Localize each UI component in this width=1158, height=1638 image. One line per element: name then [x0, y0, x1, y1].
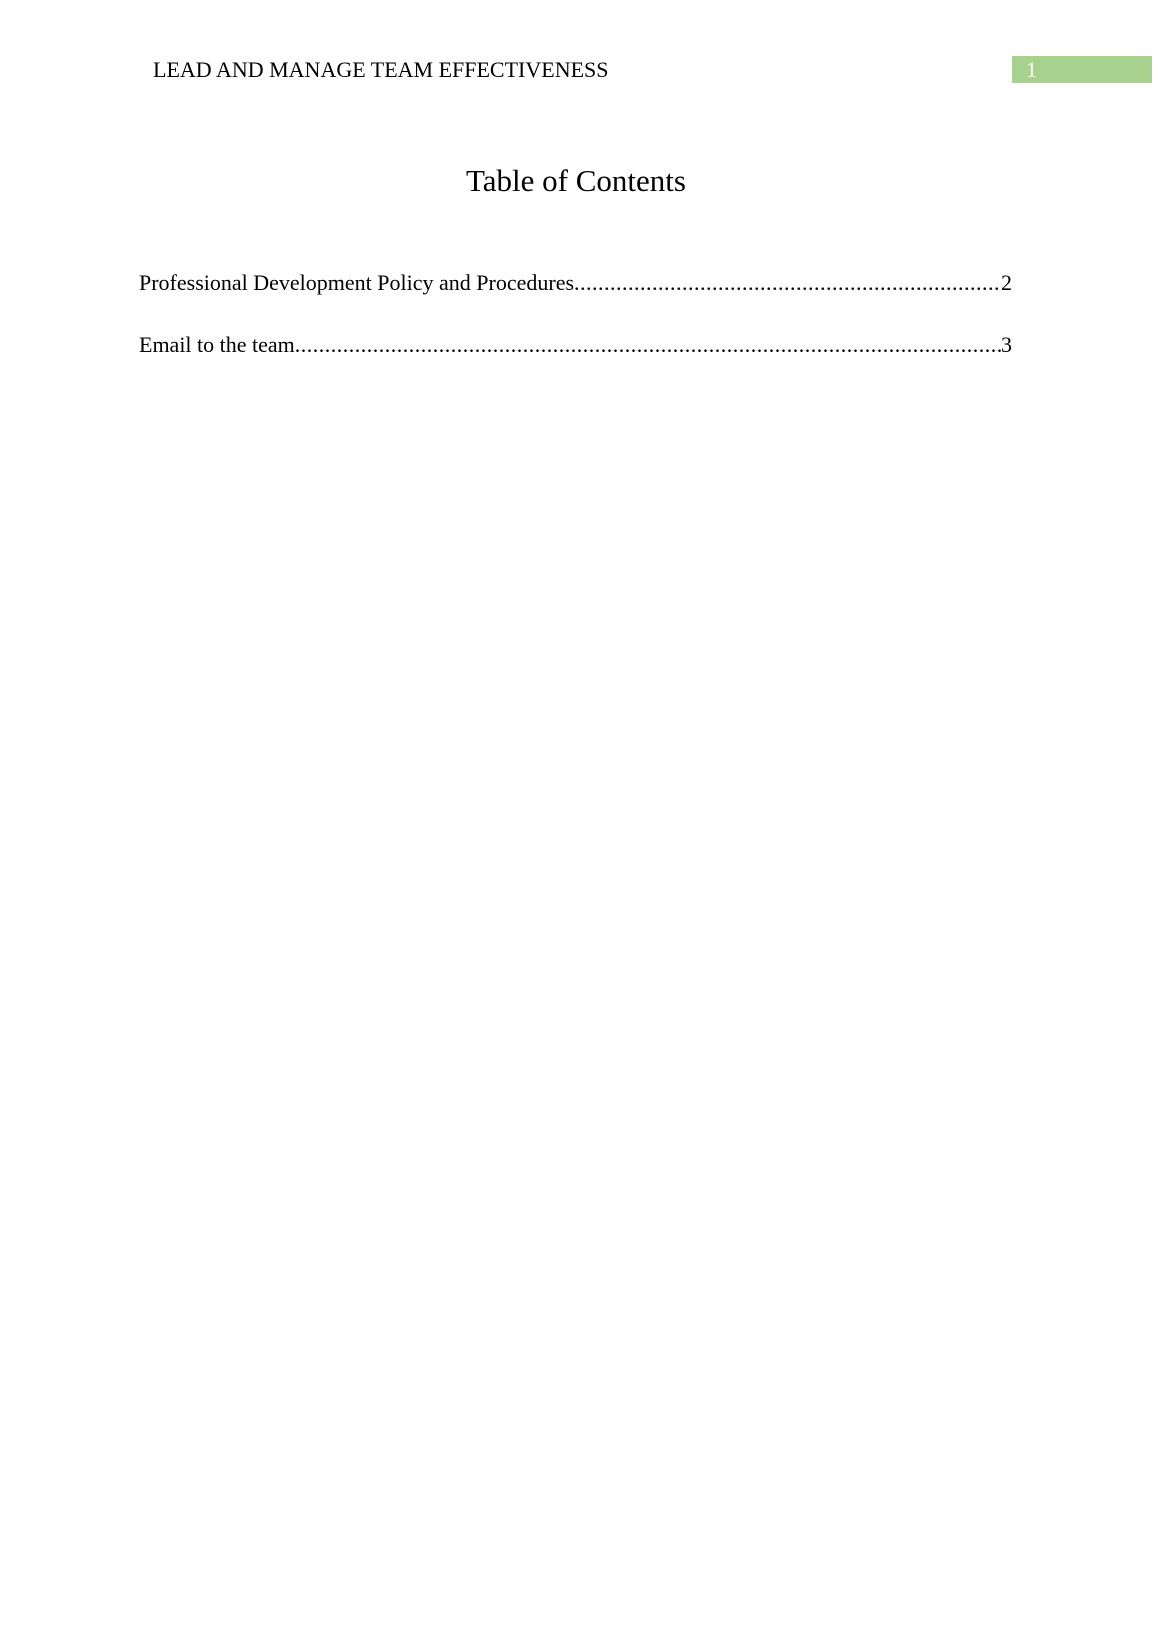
page-number-box — [1012, 56, 1152, 83]
toc-entry-professional-development[interactable] — [139, 268, 1012, 298]
toc-entry-label[interactable]: Email to the team — [139, 332, 295, 357]
toc-entry-email-to-team[interactable] — [139, 330, 1012, 360]
toc-list — [139, 268, 1012, 392]
page-number: 1 — [1026, 57, 1037, 82]
running-head: LEAD AND MANAGE TEAM EFFECTIVENESS — [153, 57, 609, 82]
toc-dot-leader — [574, 268, 1001, 298]
toc-entry-label[interactable]: Professional Development Policy and Procedures — [139, 270, 575, 295]
toc-dot-leader — [295, 330, 1001, 360]
toc-entry-page[interactable]: 3 — [1001, 332, 1012, 357]
toc-entry-page[interactable]: 2 — [1001, 270, 1012, 295]
toc-title: Table of Contents — [466, 163, 686, 198]
